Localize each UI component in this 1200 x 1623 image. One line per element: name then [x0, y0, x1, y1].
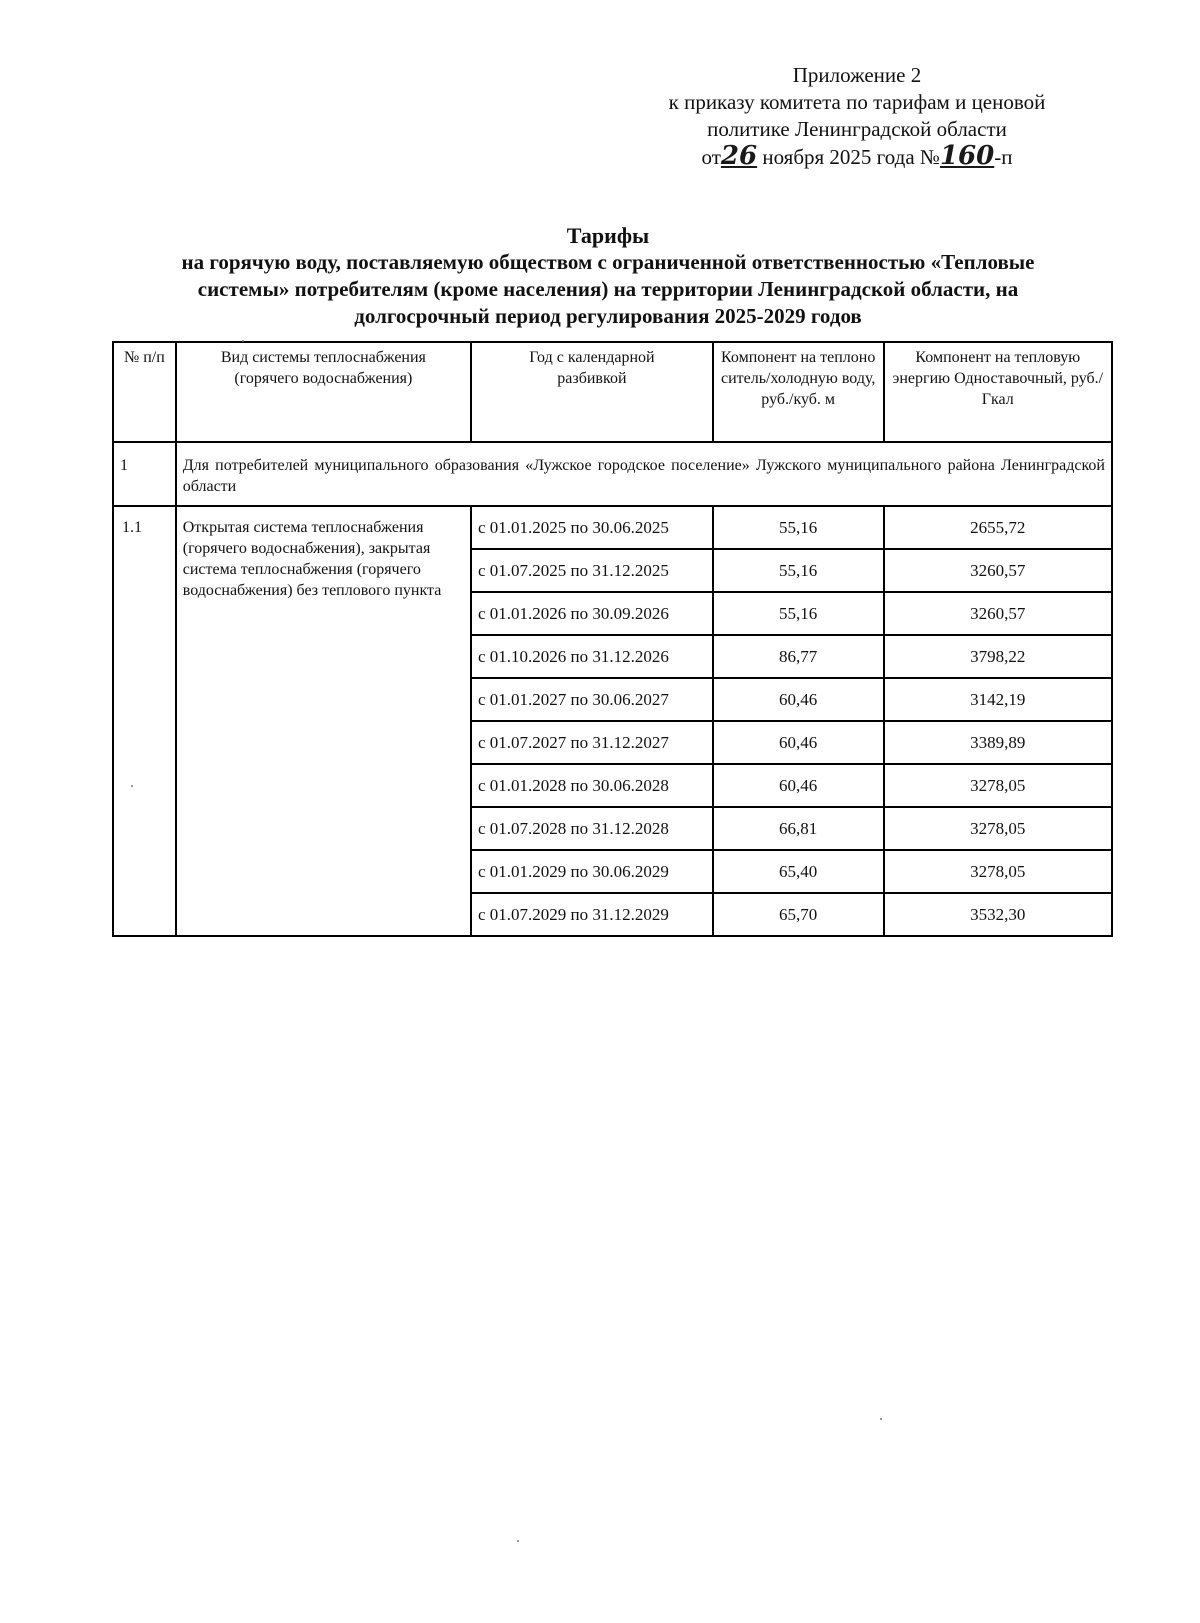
- scan-speck: [517, 1540, 519, 1542]
- heat-tariff-cell: 3798,22: [884, 635, 1112, 678]
- water-tariff-cell: 86,77: [713, 635, 884, 678]
- water-tariff-cell: 55,16: [713, 506, 884, 549]
- period-cell: с 01.01.2026 по 30.09.2026: [471, 592, 713, 635]
- tariff-table: [112, 341, 1113, 937]
- title-line-1: на горячую воду, поставляемую обществом с ограниченной ответственностью «Тепловые: [181, 250, 1035, 274]
- period-cell: с 01.01.2029 по 30.06.2029: [471, 850, 713, 893]
- table-row: [113, 506, 1112, 549]
- period-cell: с 01.01.2027 по 30.06.2027: [471, 678, 713, 721]
- water-tariff-cell: 60,46: [713, 764, 884, 807]
- appendix-title: Приложение 2: [792, 63, 922, 87]
- date-middle: ноября 2025 года №: [762, 145, 940, 169]
- scan-speck: [131, 785, 133, 787]
- water-tariff-cell: 55,16: [713, 592, 884, 635]
- period-cell: с 01.07.2029 по 31.12.2029: [471, 893, 713, 936]
- subsection-system-type: Открытая система теплоснабжения (горячего водоснабжения), закрытая система теплоснабжения (горячего водоснабжения) без теплового пункта: [176, 506, 471, 936]
- water-tariff-cell: 60,46: [713, 721, 884, 764]
- period-cell: с 01.07.2027 по 31.12.2027: [471, 721, 713, 764]
- heat-tariff-cell: 3260,57: [884, 592, 1112, 635]
- scan-speck: [242, 340, 244, 342]
- water-tariff-cell: 65,40: [713, 850, 884, 893]
- title-line-2: системы» потребителям (кроме населения) на территории Ленинградской области, на: [197, 277, 1019, 301]
- header-num: № п/п: [113, 342, 176, 442]
- document-title: [112, 222, 1104, 330]
- heat-tariff-cell: 2655,72: [884, 506, 1112, 549]
- water-tariff-cell: 60,46: [713, 678, 884, 721]
- header-water: Компонент на теплоноситель/холодную воду, руб./куб. м: [713, 342, 884, 442]
- heat-tariff-cell: 3142,19: [884, 678, 1112, 721]
- subsection-num: 1.1: [113, 506, 176, 936]
- header-year: Год с календарной разбивкой: [471, 342, 713, 442]
- period-cell: с 01.10.2026 по 31.12.2026: [471, 635, 713, 678]
- appendix-committee: политике Ленинградской области: [707, 117, 1007, 141]
- handwritten-day: 26: [720, 141, 758, 171]
- heat-tariff-cell: 3532,30: [884, 893, 1112, 936]
- period-cell: с 01.07.2028 по 31.12.2028: [471, 807, 713, 850]
- handwritten-order-number: 160: [939, 141, 995, 171]
- order-suffix: -п: [994, 145, 1013, 169]
- heat-tariff-cell: 3278,05: [884, 807, 1112, 850]
- water-tariff-cell: 65,70: [713, 893, 884, 936]
- heat-tariff-cell: 3389,89: [884, 721, 1112, 764]
- title-line-3: долгосрочный период регулирования 2025-2029 годов: [354, 304, 862, 328]
- appendix-date-line: [632, 143, 1082, 171]
- heat-tariff-cell: 3278,05: [884, 764, 1112, 807]
- table-header-row: [113, 342, 1112, 442]
- heat-tariff-cell: 3278,05: [884, 850, 1112, 893]
- period-cell: с 01.01.2028 по 30.06.2028: [471, 764, 713, 807]
- heat-tariff-cell: 3260,57: [884, 549, 1112, 592]
- date-prefix: от: [701, 145, 721, 169]
- section-num: 1: [113, 442, 176, 506]
- period-cell: с 01.07.2025 по 31.12.2025: [471, 549, 713, 592]
- header-system: Вид системы теплоснабжения (горячего водоснабжения): [176, 342, 471, 442]
- period-cell: с 01.01.2025 по 30.06.2025: [471, 506, 713, 549]
- water-tariff-cell: 55,16: [713, 549, 884, 592]
- water-tariff-cell: 66,81: [713, 807, 884, 850]
- scan-speck: [880, 1418, 882, 1420]
- section-title: Для потребителей муниципального образования «Лужское городское поселение» Лужского муниципального района Ленинградской области: [176, 442, 1112, 506]
- appendix-order-ref: к приказу комитета по тарифам и ценовой: [668, 90, 1046, 114]
- appendix-header: [632, 62, 1082, 171]
- header-heat: Компонент на тепловую энергию Одноставочный, руб./Гкал: [884, 342, 1112, 442]
- title-heading: Тарифы: [566, 223, 650, 248]
- section-row: [113, 442, 1112, 506]
